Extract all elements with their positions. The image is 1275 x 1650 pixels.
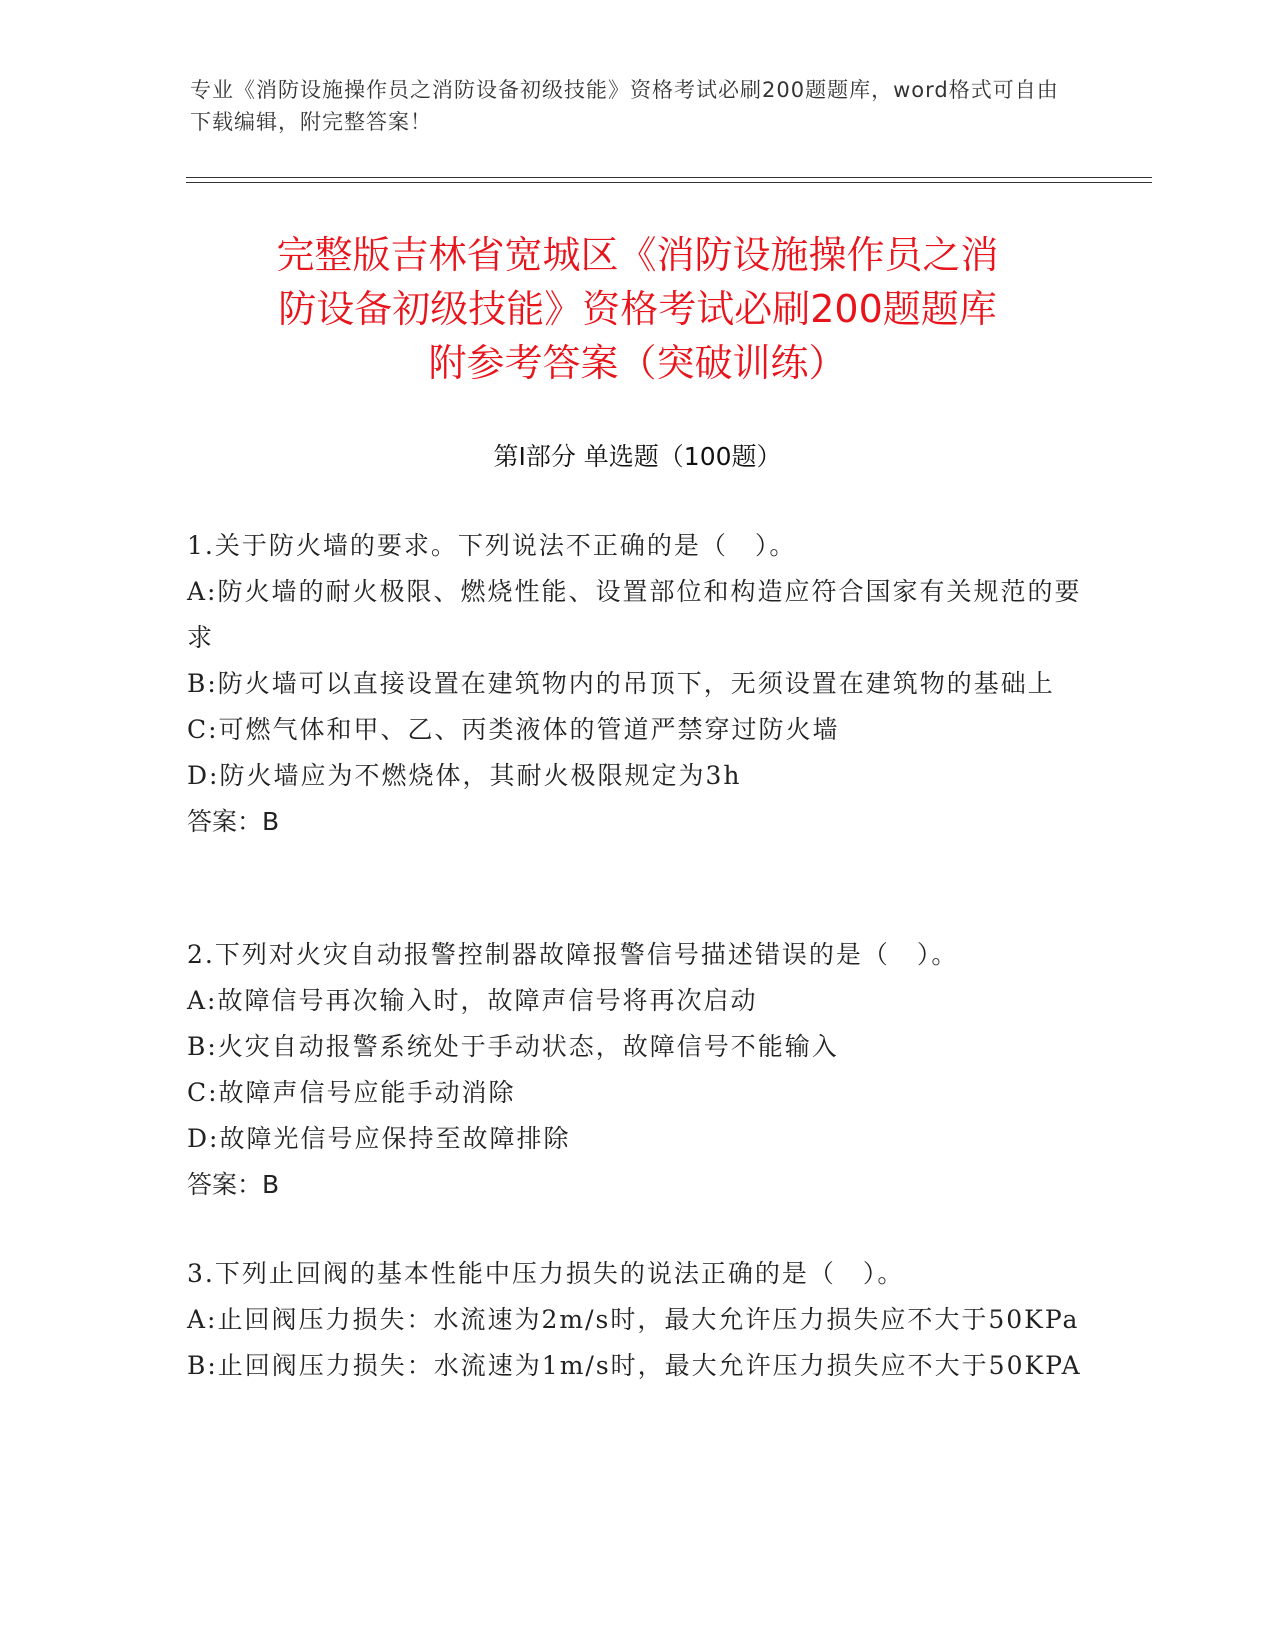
option-d: D:防火墙应为不燃烧体，其耐火极限规定为3h [187,761,742,790]
option-c: C:可燃气体和甲、乙、丙类液体的管道严禁穿过防火墙 [187,715,840,744]
title-line-2: 防设备初级技能》资格考试必刷200题题库 [278,287,997,331]
answer: 答案：B [187,807,280,836]
question-stem: 1.关于防火墙的要求。下列说法不正确的是（ ）。 [187,531,797,560]
header-note: 专业《消防设施操作员之消防设备初级技能》资格考试必刷200题题库，word格式可自由下载编辑，附完整答案！ [190,78,1059,134]
question-stem: 2.下列对火灾自动报警控制器故障报警信号描述错误的是（ ）。 [187,940,959,969]
option-b: B:火灾自动报警系统处于手动状态，故障信号不能输入 [187,1032,839,1061]
option-a: A:止回阀压力损失：水流速为2m/s时，最大允许压力损失应不大于50KPa [187,1305,1080,1334]
option-b: B:防火墙可以直接设置在建筑物内的吊顶下，无须设置在建筑物的基础上 [187,669,1055,698]
section-title: 第Ⅰ部分 单选题（100题） [493,442,782,471]
option-b: B:止回阀压力损失：水流速为1m/s时，最大允许压力损失应不大于50KPA [187,1351,1082,1380]
question-block-1 [187,523,1087,845]
question-stem: 3.下列止回阀的基本性能中压力损失的说法正确的是（ ）。 [187,1259,905,1288]
header-divider-bottom [186,182,1152,183]
question-block-3 [187,1251,1087,1389]
answer: 答案：B [187,1170,280,1199]
header-divider-top [186,177,1152,178]
document-title [170,228,1105,390]
title-line-3: 附参考答案（突破训练） [428,341,847,385]
option-a: A:防火墙的耐火极限、燃烧性能、设置部位和构造应符合国家有关规范的要求 [187,577,1082,652]
question-block-2 [187,932,1087,1208]
option-a: A:故障信号再次输入时，故障声信号将再次启动 [187,986,758,1015]
title-line-1: 完整版吉林省宽城区《消防设施操作员之消 [276,233,999,277]
option-d: D:故障光信号应保持至故障排除 [187,1124,571,1153]
option-c: C:故障声信号应能手动消除 [187,1078,516,1107]
